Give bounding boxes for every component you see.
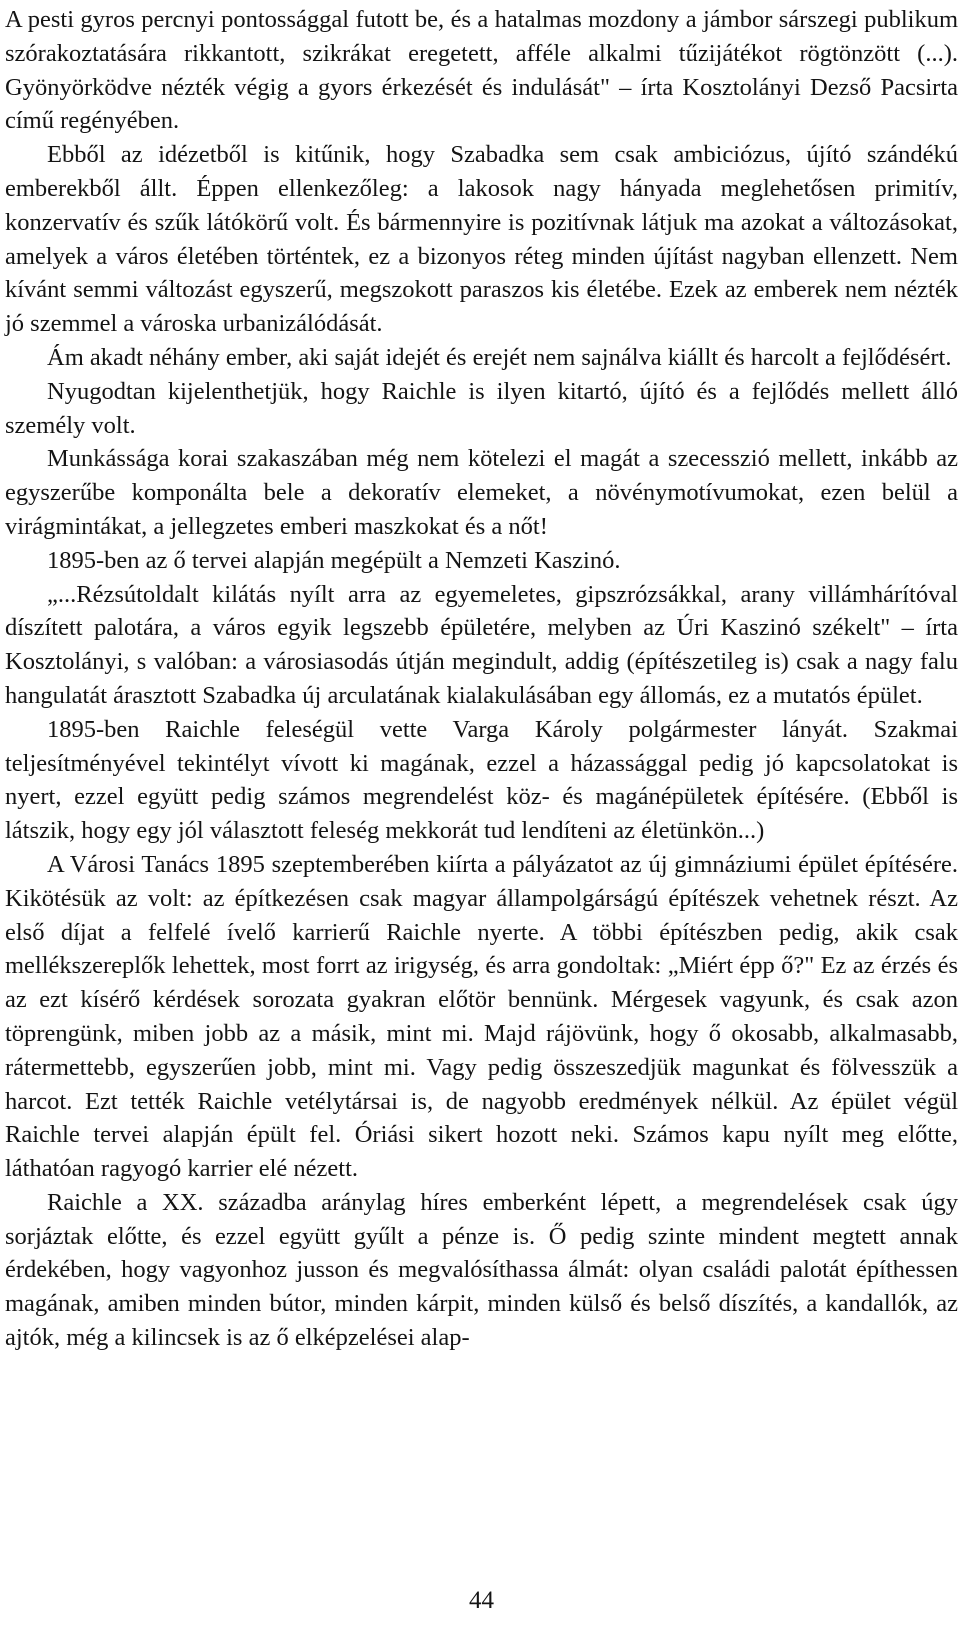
paragraph: Munkássága korai szakaszában még nem kötelezi el magát a szecesszió mellett, inkább az egyszerűbe komponálta bele a dekoratív elemeket, a növénymotívumokat, ezen belül a virágmintákat, a jellegzetes emberi maszkokat és a nőt! (5, 445, 958, 540)
body-text (5, 0, 958, 1355)
paragraph-quote-continuation: A pesti gyros percnyi pontossággal futott be, és a hatalmas mozdony a jámbor sárszegi publikum szórakoztatására rikkantott, szikrákat eregetett, afféle alkalmi tűzijátékot rögtönzött (...). Gyönyörködve nézték végig a gyors érkezését és indulását" – írta Kosztolányi Dezső Pacsirta című regényében. (5, 6, 958, 135)
paragraph: Ebből az idézetből is kitűnik, hogy Szabadka sem csak ambiciózus, újító szándékú emberekből állt. Éppen ellenkezőleg: a lakosok nagy hányada meglehetősen primitív, konzervatív és szűk látókörű volt. És bármennyire is pozitívnak látjuk ma azokat a változásokat, amelyek a város életében történtek, ez a bizonyos réteg minden újítást nagyban ellenzett. Nem kívánt semmi változást egyszerű, megszokott paraszos kis életébe. Ezek az emberek nem nézték jó szemmel a városka urbanizálódását. (5, 141, 958, 338)
paragraph: Raichle a XX. századba aránylag híres emberként lépett, a megrendelések csak úgy sorjáztak előtte, és ezzel együtt gyűlt a pénze is. Ő pedig szinte mindent megtett annak érdekében, hogy vagyonhoz jusson és megvalósíthassa álmát: olyan családi palotát építhessen magának, amiben minden bútor, minden kárpit, minden külső és belső díszítés, a kandallók, az ajtók, még a kilincsek is az ő elképzelései alap- (5, 1188, 958, 1352)
page-number: 44 (469, 1587, 494, 1614)
paragraph: Nyugodtan kijelenthetjük, hogy Raichle is ilyen kitartó, újító és a fejlődés mellett álló személy volt. (5, 377, 958, 439)
paragraph: Ám akadt néhány ember, aki saját idejét és erejét nem sajnálva kiállt és harcolt a fejlődésért. (47, 343, 952, 371)
paragraph-quote: „...Rézsútoldalt kilátás nyílt arra az egyemeletes, gipszrózsákkal, arany villámhárítóval díszített palotára, a város egyik legszebb épületére, melyben az Úri Kaszinó székelt" – írta Kosztolányi, s valóban: a városiasodás útján megindult, addig (építészetileg is) csak a nagy falu hangulatát árasztott Szabadka új arculatának kialakulásában egy állomás, ez a mutatós épület. (5, 580, 958, 709)
paragraph: 1895-ben Raichle feleségül vette Varga Károly polgármester lányát. Szakmai teljesítményével tekintélyt vívott ki magának, ezzel a házassággal pedig jó kapcsolatokat is nyert, ezzel együtt pedig számos megrendelést köz- és magánépületek építésére. (Ebből is látszik, hogy egy jól választott feleség mekkorát tud lendíteni az életünkön...) (5, 715, 958, 845)
paragraph: A Városi Tanács 1895 szeptemberében kiírta a pályázatot az új gimnáziumi épület építésére. Kikötésük az volt: az építkezésen csak magyar állampolgárságú építészek vehetnek részt. Az első díjat a felfelé ívelő karrierű Raichle nyerte. A többi építészben pedig, akik csak mellékszereplők lehettek, most forrt az irigység, és arra gondoltak: „Miért épp ő?" Ez az érzés és az ezt kísérő kérdések sorozata gyakran előtör bennünk. Mérgesek vagyunk, és csak azon töprengünk, miben jobb az a másik, mint mi. Majd rájövünk, hogy ő okosabb, alkalmasabb, rátermettebb, egyszerűen jobb, mint mi. Vagy pedig összeszedjük magunkat és fölvesszük a harcot. Ezt tették Raichle vetélytársai is, de nagyobb eredmények nélkül. Az épület végül Raichle tervei alapján épült fel. Óriási sikert hozott neki. Számos kapu nyílt meg előtte, láthatóan ragyogó karrier elé nézett. (5, 850, 958, 1183)
paragraph: 1895-ben az ő tervei alapján megépült a Nemzeti Kaszinó. (47, 546, 621, 574)
document-page (5, 0, 958, 1614)
